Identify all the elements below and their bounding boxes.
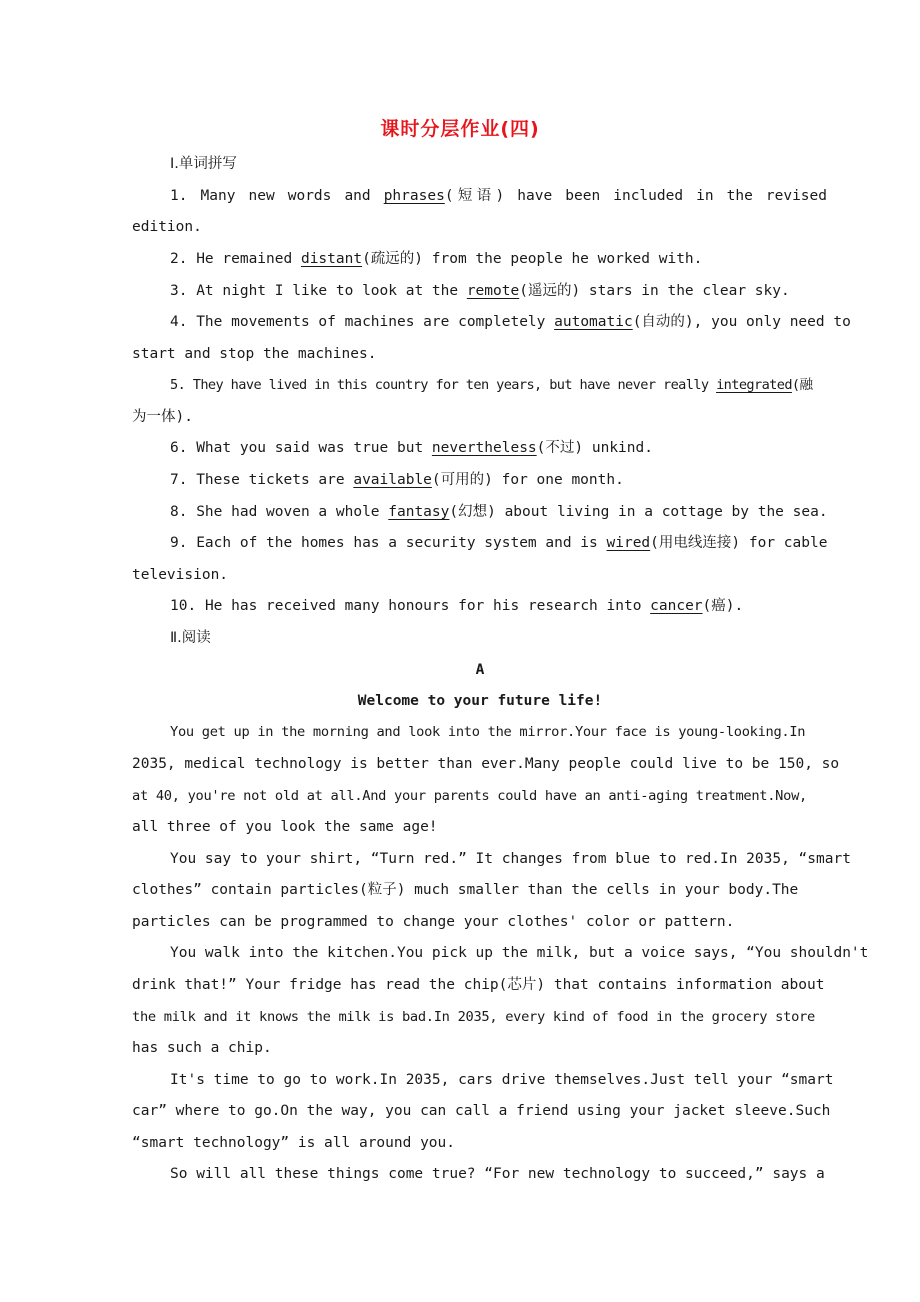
passage-line-15: So will all these things come true? “For new technology to succeed,” says a xyxy=(170,1166,825,1182)
passage-label: A xyxy=(475,662,485,678)
section-heading-spelling: Ⅰ.单词拼写 xyxy=(170,156,237,172)
spelling-item-8: 8. She had woven a whole fantasy(幻想) about living in a cottage by the sea. xyxy=(170,504,828,520)
spelling-item-1: 1. Many new words and phrases(短语) have been included in the revised xyxy=(170,188,827,204)
passage-line-11: has such a chip. xyxy=(132,1040,272,1056)
spelling-item-9: 9. Each of the homes has a security system and is wired(用电线连接) for cable xyxy=(170,535,828,551)
passage-line-3: at 40, you're not old at all.And your parents could have an anti-aging treatment.Now, xyxy=(132,788,807,804)
spelling-item-9-continued: television. xyxy=(132,567,229,583)
passage-line-6: clothes” contain particles(粒子) much smaller than the cells in your body.The xyxy=(132,882,799,898)
spelling-item-4-continued: start and stop the machines. xyxy=(132,346,377,362)
spelling-item-3: 3. At night I like to look at the remote(遥远的) stars in the clear sky. xyxy=(170,283,790,299)
spelling-item-10: 10. He has received many honours for his research into cancer(癌). xyxy=(170,598,744,614)
passage-line-14: “smart technology” is all around you. xyxy=(132,1135,456,1151)
spelling-item-2: 2. He remained distant(疏远的) from the people he worked with. xyxy=(170,251,703,267)
page-title: 课时分层作业(四) xyxy=(380,118,540,140)
spelling-item-5-continued: 为一体). xyxy=(132,409,193,425)
passage-line-1: You get up in the morning and look into the mirror.Your face is young-looking.In xyxy=(170,724,806,740)
answer-integrated: integrated xyxy=(716,377,792,393)
passage-line-13: car” where to go.On the way, you can call a friend using your jacket sleeve.Such xyxy=(132,1103,831,1119)
passage-line-5: You say to your shirt, “Turn red.” It changes from blue to red.In 2035, “smart xyxy=(170,851,851,867)
passage-line-4: all three of you look the same age! xyxy=(132,819,438,835)
answer-cancer: cancer xyxy=(650,598,703,614)
spelling-item-5: 5. They have lived in this country for ten years, but have never really integrated(融 xyxy=(170,377,813,393)
passage-line-8: You walk into the kitchen.You pick up the milk, but a voice says, “You shouldn't xyxy=(170,945,869,961)
spelling-item-4: 4. The movements of machines are completely automatic(自动的), you only need to xyxy=(170,314,851,330)
answer-nevertheless: nevertheless xyxy=(431,440,537,456)
answer-automatic: automatic xyxy=(554,314,633,330)
passage-line-7: particles can be programmed to change your clothes' color or pattern. xyxy=(132,914,735,930)
section-heading-reading: Ⅱ.阅读 xyxy=(170,630,211,646)
spelling-item-6: 6. What you said was true but nevertheless(不过) unkind. xyxy=(170,440,653,456)
passage-title: Welcome to your future life! xyxy=(357,693,603,709)
answer-fantasy: fantasy xyxy=(388,504,450,520)
answer-distant: distant xyxy=(300,251,363,267)
answer-wired: wired xyxy=(606,535,651,551)
answer-available: available xyxy=(353,472,432,488)
passage-line-12: It's time to go to work.In 2035, cars drive themselves.Just tell your “smart xyxy=(170,1072,834,1088)
passage-line-9: drink that!” Your fridge has read the chip(芯片) that contains information about xyxy=(132,977,825,993)
spelling-item-7: 7. These tickets are available(可用的) for one month. xyxy=(170,472,624,488)
passage-line-2: 2035, medical technology is better than ever.Many people could live to be 150, so xyxy=(132,756,840,772)
spelling-item-1-continued: edition. xyxy=(132,219,202,235)
passage-line-10: the milk and it knows the milk is bad.In 2035, every kind of food in the grocery store xyxy=(132,1009,815,1025)
answer-phrases: phrases xyxy=(383,188,445,204)
answer-remote: remote xyxy=(466,283,520,299)
